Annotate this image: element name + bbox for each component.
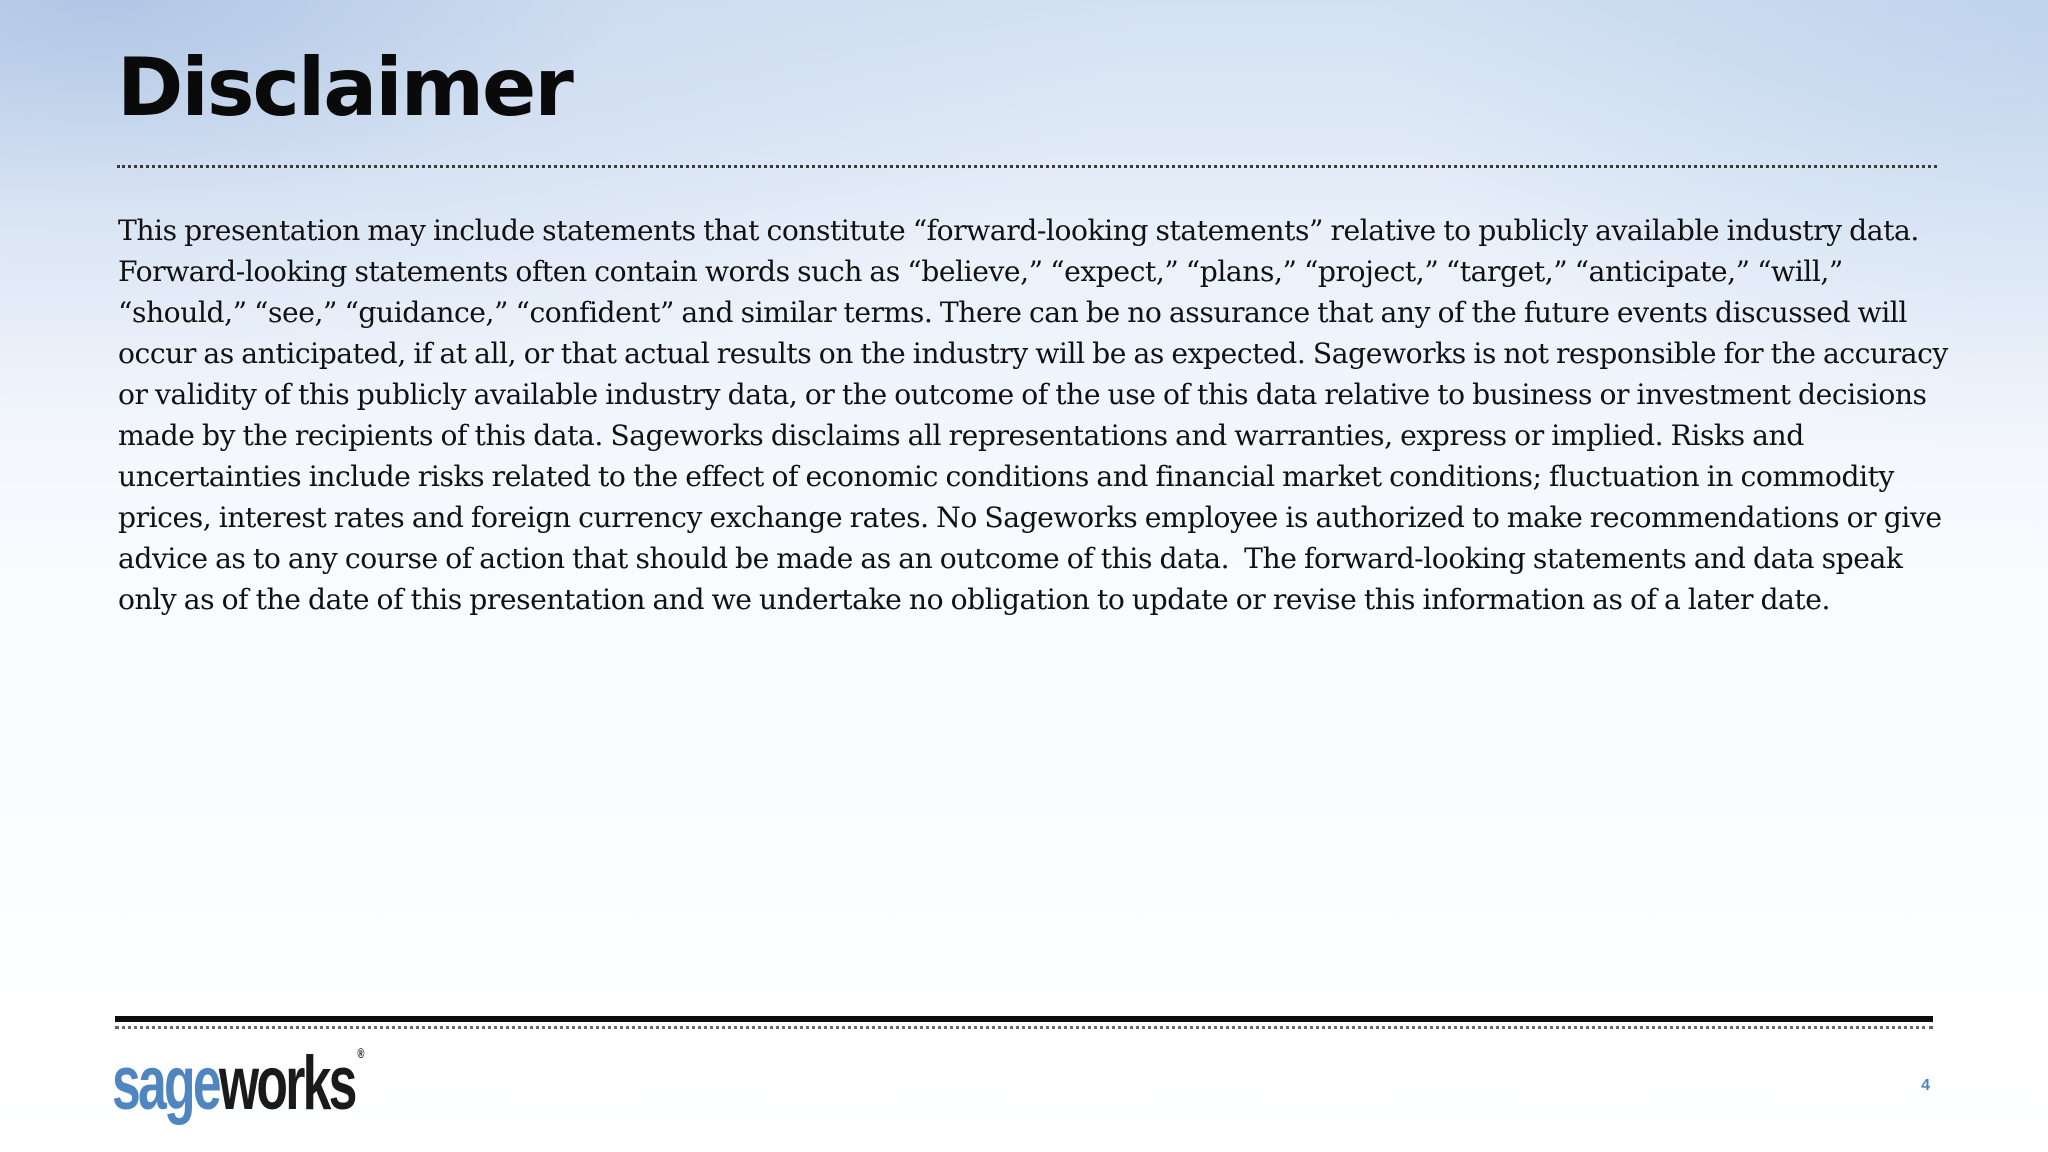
registered-mark: ®: [357, 1045, 365, 1061]
logo-works-text: works: [218, 1041, 355, 1126]
footer-dotted-divider: [115, 1026, 1933, 1029]
page-number: 4: [1921, 1077, 1930, 1094]
logo-sage-text: sage: [112, 1041, 219, 1126]
title-divider: [117, 165, 1937, 168]
footer-divider: [115, 1016, 1933, 1022]
disclaimer-text: This presentation may include statements that constitute “forward-looking statements” relative to publicly available industry data. Forward-looking statements often contain words such as “believe,” “expect,” “plans,” “project,” “target,” “anticipate,” “will,” “should,” “see,” “guidance,” “confident” and similar terms. There can be no assurance that any of the future events discussed will occur as anticipated, if at all, or that actual results on the industry will be as expected. Sageworks is not responsible for the accuracy or validity of this publicly available industry data, or the outcome of the use of this data relative to business or investment decisions made by the recipients of this data. Sageworks disclaims all representations and warranties, express or implied. Risks and uncertainties include risks related to the effect of economic conditions and financial market conditions; fluctuation in commodity prices, interest rates and foreign currency exchange rates. No Sageworks employee is authorized to make recommendations or give advice as to any course of action that should be made as an outcome of this data. The forward-looking statements and data speak only as of the date of this presentation and we undertake no obligation to update or revise this information as of a later date.: [118, 214, 1948, 616]
slide-title: Disclaimer: [117, 41, 572, 134]
sageworks-logo: [112, 1041, 365, 1126]
